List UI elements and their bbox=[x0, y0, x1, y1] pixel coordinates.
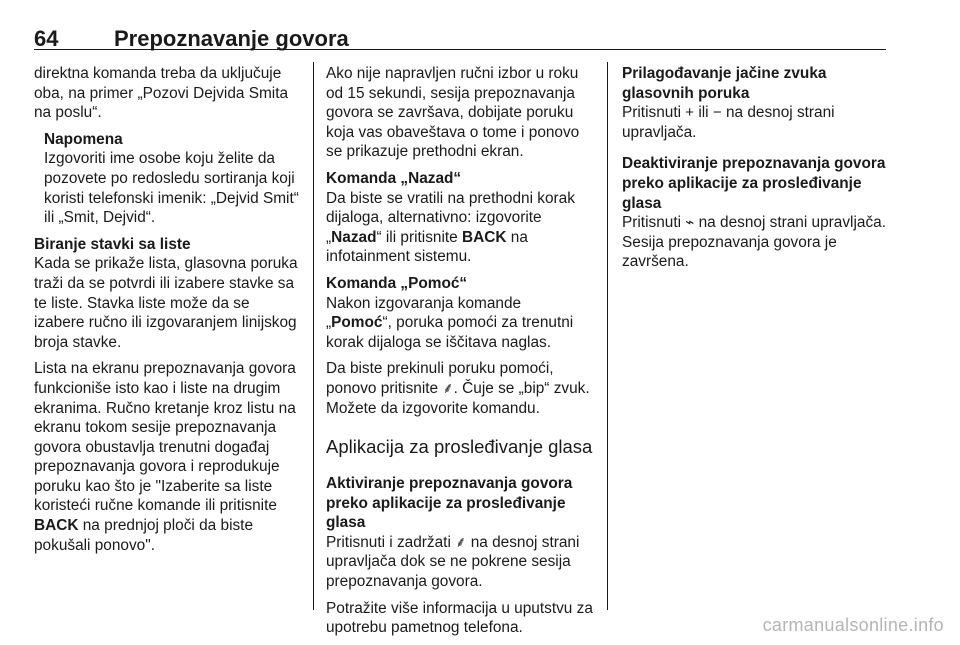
heading-deactivate: Deaktiviranje prepoznavanja govora preko aplikacije za prosleđivanje glasa bbox=[622, 155, 886, 212]
section-heading-voice-passthrough: Aplikacija za prosleđivanje glasa bbox=[326, 436, 593, 458]
back-quote-open: „ bbox=[326, 228, 332, 246]
interrupt-text-b: . Čuje se „bip“ zvuk. Možete da izgovorite komandu. bbox=[326, 379, 590, 417]
back-paragraph bbox=[326, 189, 598, 267]
column-1 bbox=[34, 64, 302, 562]
help-text-b: “, poruka pomoći za trenutni korak dijaloga se iščitava naglas. bbox=[326, 314, 574, 351]
volume-text-b: na desnoj strani upravljača. bbox=[622, 104, 835, 141]
back-word: Nazad bbox=[331, 228, 377, 246]
intro-paragraph: direktna komanda treba da uključuje oba, na primer „Pozovi Dejvida Smita na poslu“. bbox=[34, 65, 289, 122]
volume-text-a: Pritisnuti bbox=[622, 104, 682, 122]
activate-paragraph bbox=[326, 533, 598, 592]
column-divider-2 bbox=[607, 62, 608, 610]
heading-help-command: Komanda „Pomoć“ bbox=[326, 274, 468, 292]
back-text-a: Da biste se vratili na prethodni korak dijaloga, alternativno: izgovorite bbox=[326, 189, 575, 227]
voice-icon: ⸙ bbox=[455, 533, 467, 551]
more-info-paragraph: Potražite više informacija u uputstvu za upotrebu pametnog telefona. bbox=[326, 599, 593, 637]
volume-paragraph bbox=[622, 103, 890, 142]
page-number: 64 bbox=[34, 26, 59, 51]
voice-icon: ⸙ bbox=[442, 379, 454, 397]
note-box bbox=[44, 130, 302, 228]
list-p2-text-b: na prednjoj ploči da biste pokušali ponovo". bbox=[34, 517, 254, 554]
timeout-paragraph: Ako nije napravljen ručni izbor u roku od 15 sekundi, sesija prepoznavanja govora se završava, dobijate poruku koja vas obaveštava o tome i ponovo se prikazuje prethodni ekran. bbox=[326, 65, 580, 161]
note-text: Izgovoriti ime osobe koju želite da pozovete po redosledu sortiranja koji koristi telefonski imenik: „Dejvid Smit“ ili „Smit, Dejvid“. bbox=[44, 150, 299, 227]
hang-up-icon: ⌁ bbox=[685, 214, 695, 232]
heading-list-selection: Biranje stavki sa liste bbox=[34, 235, 191, 253]
column-divider-1 bbox=[313, 62, 314, 610]
back-text-c: na infotainment sistemu. bbox=[326, 228, 528, 266]
interrupt-paragraph bbox=[326, 359, 598, 418]
list-paragraph-2 bbox=[34, 359, 302, 555]
help-quote-open: „ bbox=[326, 314, 332, 332]
deactivate-paragraph bbox=[622, 213, 890, 272]
help-paragraph bbox=[326, 294, 598, 353]
page-title: Prepoznavanje govora bbox=[114, 26, 349, 51]
deactivate-text-b: na desnoj strani upravljača. Sesija prepoznavanja govora je završena. bbox=[622, 214, 886, 271]
interrupt-text-a: Da biste prekinuli poruku pomoći, ponovo pritisnite bbox=[326, 360, 554, 397]
minus-icon: − bbox=[712, 104, 722, 122]
back-key-label: BACK bbox=[462, 228, 507, 246]
volume-text-mid: ili bbox=[698, 104, 709, 122]
heading-activate: Aktiviranje prepoznavanja govora preko aplikacije za prosleđivanje glasa bbox=[326, 475, 573, 532]
watermark: carmanualsonline.info bbox=[762, 615, 944, 635]
help-text-a: Nakon izgovaranja komande bbox=[326, 294, 522, 312]
activate-text-b: na desnoj strani upravljača dok se ne pokrene sesija prepoznavanja govora. bbox=[326, 533, 580, 591]
heading-back-command: Komanda „Nazad“ bbox=[326, 169, 462, 187]
activate-text-a: Pritisnuti i zadržati bbox=[326, 533, 451, 551]
page-header bbox=[34, 12, 886, 50]
plus-icon: + bbox=[685, 104, 695, 122]
list-paragraph-1: Kada se prikaže lista, glasovna poruka traži da se potvrdi ili izabere stavke sa te liste. Stavka liste može da se izabere ručno ili izgovaranjem linijskog broja stavke. bbox=[34, 255, 298, 351]
deactivate-text-a: Pritisnuti bbox=[622, 214, 682, 232]
column-2 bbox=[326, 64, 598, 645]
heading-volume: Prilagođavanje jačine zvuka glasovnih poruka bbox=[622, 65, 827, 102]
column-3 bbox=[622, 64, 890, 279]
back-key-label: BACK bbox=[34, 517, 79, 535]
help-word: Pomoć bbox=[331, 314, 383, 332]
back-text-b: “ ili pritisnite bbox=[376, 228, 458, 246]
list-p2-text-a: Lista na ekranu prepoznavanja govora funkcioniše isto kao i liste na drugim ekranima. Ručno kretanje kroz listu na ekranu tokom sesije prepoznavanja govora obustavlja trenutni događaj prepoznavanja govora i reprodukuje poruku kao što je "Izaberite sa liste koristeći ručne komande ili pritisnite bbox=[34, 360, 296, 515]
note-heading: Napomena bbox=[44, 130, 123, 148]
